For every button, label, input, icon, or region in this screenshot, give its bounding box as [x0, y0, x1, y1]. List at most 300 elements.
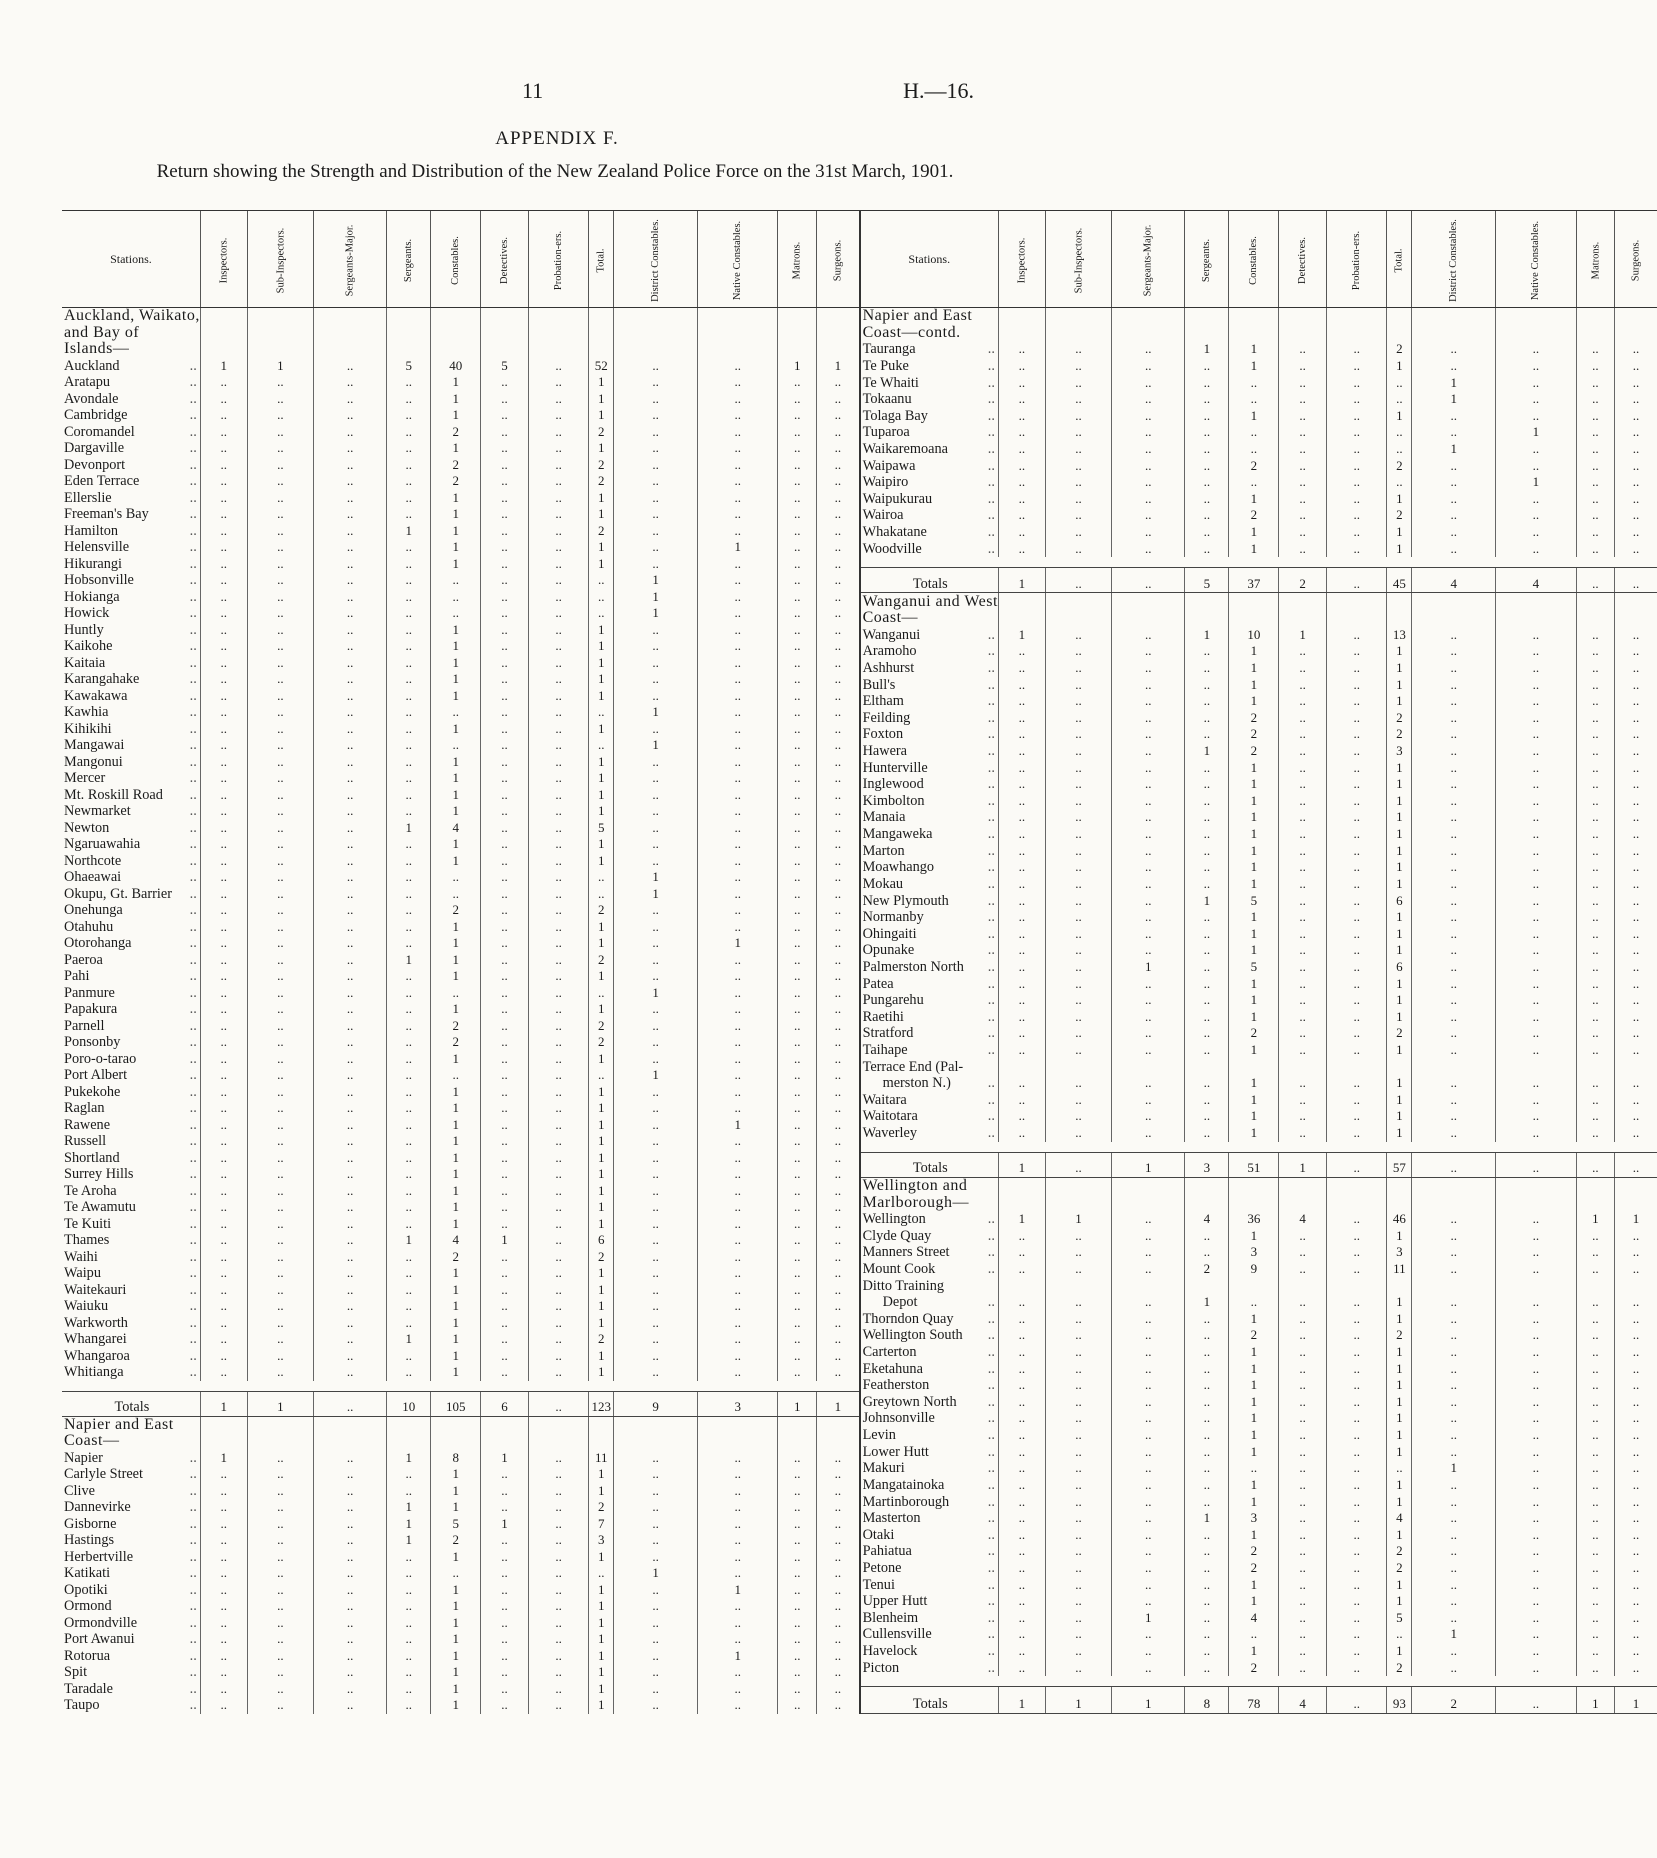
cell-sergeants: .. [387, 1615, 431, 1632]
cell-matrons: .. [1576, 1427, 1615, 1444]
cell-sub-inspectors: .. [247, 1549, 314, 1566]
cell-native-constables: .. [1496, 374, 1576, 391]
cell-matrons: .. [778, 704, 817, 721]
cell-surgeons: .. [1615, 809, 1657, 826]
cell-constables: .. [431, 605, 481, 622]
cell-sub-inspectors: .. [247, 1483, 314, 1500]
leader-dots: .. [189, 1347, 197, 1364]
cell-detectives: .. [481, 688, 529, 705]
cell-district-constables: .. [1412, 843, 1496, 860]
cell-sub-inspectors: .. [247, 391, 314, 408]
cell-probation-ers: .. [529, 853, 589, 870]
cell-total [1387, 1177, 1412, 1194]
cell-matrons: .. [1576, 474, 1615, 491]
cell-inspectors: .. [998, 809, 1045, 826]
cell-native-constables: .. [698, 1084, 778, 1101]
cell-sergeants-major: .. [1112, 776, 1185, 793]
cell-native-constables: .. [1496, 1261, 1576, 1278]
cell-surgeons: .. [1615, 374, 1657, 391]
name-text: Whangarei [64, 1331, 127, 1347]
name-text: Whangaroa [64, 1347, 130, 1364]
name-text: Howick [64, 605, 110, 621]
cell-constables [1229, 1194, 1279, 1211]
cell-constables: 1 [1229, 859, 1279, 876]
cell-probation-ers [1327, 593, 1387, 610]
cell-sub-inspectors: .. [1045, 1377, 1112, 1394]
name-text: Ohingaiti [862, 925, 917, 942]
station-name [62, 539, 200, 556]
cell-inspectors: .. [200, 622, 247, 639]
cell-probation-ers: .. [529, 803, 589, 820]
district-name [62, 1416, 200, 1433]
cell-sergeants: .. [1185, 859, 1229, 876]
cell-probation-ers: .. [529, 1450, 589, 1467]
leader-dots: .. [987, 1576, 995, 1593]
page-number: 11 [522, 78, 544, 103]
cell-sergeants-major: .. [314, 589, 387, 606]
cell-total: 1 [1387, 1377, 1412, 1394]
station-name [861, 1493, 999, 1510]
cell-district-constables: .. [614, 1549, 698, 1566]
cell-inspectors: .. [998, 1643, 1045, 1660]
leader-dots: .. [189, 1614, 197, 1631]
cell-district-constables [1412, 610, 1496, 627]
cell-matrons: .. [1576, 942, 1615, 959]
name-text: Terrace End (Pal- [862, 1058, 964, 1075]
cell-detectives: .. [1279, 743, 1327, 760]
cell-total: 1 [589, 671, 614, 688]
cell-sergeants-major: .. [1112, 1125, 1185, 1142]
cell-sub-inspectors: .. [1045, 726, 1112, 743]
cell-sub-inspectors [247, 1433, 314, 1450]
station-name [62, 424, 200, 441]
cell-sergeants: .. [1185, 1009, 1229, 1026]
station-row [861, 1009, 1657, 1026]
cell-detectives: .. [481, 836, 529, 853]
cell-sub-inspectors [1045, 1194, 1112, 1211]
cell-inspectors: .. [200, 457, 247, 474]
cell-total: 45 [1387, 568, 1412, 593]
leader-dots: .. [987, 643, 995, 660]
cell-district-constables: .. [614, 424, 698, 441]
station-name [62, 721, 200, 738]
cell-sub-inspectors: .. [1045, 760, 1112, 777]
station-name [861, 1543, 999, 1560]
cell-constables: 2 [1229, 1660, 1279, 1677]
station-row [62, 671, 860, 688]
name-text: Upper Hutt [862, 1593, 928, 1610]
cell-sergeants-major: .. [314, 721, 387, 738]
name-text: Waitotara [862, 1108, 918, 1125]
name-text: Tokaanu [862, 391, 912, 408]
cell-detectives: .. [481, 407, 529, 424]
cell-probation-ers: .. [529, 1615, 589, 1632]
cell-sub-inspectors: .. [247, 1249, 314, 1266]
cell-native-constables: .. [1496, 726, 1576, 743]
cell-total: 2 [589, 952, 614, 969]
station-row [62, 457, 860, 474]
cell-total: 1 [589, 1348, 614, 1365]
station-name [62, 1133, 200, 1150]
station-row [62, 1265, 860, 1282]
cell-sub-inspectors: .. [247, 803, 314, 820]
station-name [62, 391, 200, 408]
cell-probation-ers: .. [1327, 1009, 1387, 1026]
cell-surgeons [1615, 1059, 1657, 1076]
district-name [62, 1433, 200, 1450]
cell-sergeants: .. [1185, 358, 1229, 375]
station-row [62, 1001, 860, 1018]
cell-constables [1229, 1277, 1279, 1294]
cell-inspectors: .. [200, 820, 247, 837]
cell-constables: 1 [1229, 776, 1279, 793]
station-row [62, 374, 860, 391]
leader-dots: .. [987, 1108, 995, 1125]
cell-native-constables: .. [1496, 992, 1576, 1009]
cell-sub-inspectors: .. [1045, 1311, 1112, 1328]
cell-native-constables [1496, 610, 1576, 627]
cell-sergeants-major: .. [1112, 1660, 1185, 1677]
cell-native-constables: .. [1496, 1593, 1576, 1610]
cell-native-constables: .. [698, 1483, 778, 1500]
cell-sergeants-major: .. [314, 1100, 387, 1117]
cell-constables: 1 [431, 1483, 481, 1500]
cell-district-constables: .. [614, 836, 698, 853]
cell-native-constables: .. [698, 952, 778, 969]
cell-surgeons: .. [817, 1549, 860, 1566]
station-row [62, 1084, 860, 1101]
cell-native-constables: .. [1496, 660, 1576, 677]
cell-native-constables: .. [1496, 1344, 1576, 1361]
cell-detectives: .. [481, 1150, 529, 1167]
cell-sergeants: .. [387, 803, 431, 820]
cell-sub-inspectors: .. [1045, 1427, 1112, 1444]
cell-detectives: .. [1279, 1444, 1327, 1461]
cell-sub-inspectors: .. [247, 490, 314, 507]
cell-total: 6 [1387, 959, 1412, 976]
cell-detectives: .. [481, 886, 529, 903]
cell-sub-inspectors [1045, 610, 1112, 627]
cell-inspectors: .. [998, 507, 1045, 524]
leader-dots: .. [987, 626, 995, 643]
cell-district-constables: .. [1412, 1152, 1496, 1177]
cell-sergeants-major: .. [1112, 909, 1185, 926]
leader-dots: .. [189, 1331, 197, 1347]
cell-probation-ers: .. [529, 440, 589, 457]
cell-sergeants: .. [1185, 391, 1229, 408]
station-row [62, 1483, 860, 1500]
leader-dots: .. [987, 1227, 995, 1244]
cell-native-constables: .. [698, 919, 778, 936]
cell-sub-inspectors: .. [247, 1084, 314, 1101]
district-heading-row [861, 1177, 1657, 1194]
cell-probation-ers: .. [529, 605, 589, 622]
cell-district-constables: .. [1412, 408, 1496, 425]
cell-detectives: 1 [481, 1516, 529, 1533]
station-row [62, 737, 860, 754]
station-name [861, 1042, 999, 1059]
column-header-label: Constables. [1248, 235, 1260, 285]
cell-district-constables: .. [614, 407, 698, 424]
station-name [62, 737, 200, 754]
cell-native-constables: .. [698, 407, 778, 424]
cell-sergeants: 1 [387, 523, 431, 540]
cell-matrons: .. [778, 1232, 817, 1249]
cell-sergeants: .. [1185, 1228, 1229, 1245]
cell-surgeons: .. [1615, 1152, 1657, 1177]
leader-dots: .. [987, 341, 995, 358]
cell-sergeants-major: .. [1112, 458, 1185, 475]
cell-sergeants: .. [387, 1598, 431, 1615]
cell-constables: 8 [431, 1450, 481, 1467]
cell-sergeants: .. [1185, 1660, 1229, 1677]
cell-inspectors: .. [200, 1067, 247, 1084]
name-text: Patea [862, 975, 894, 992]
cell-district-constables: .. [1412, 1394, 1496, 1411]
cell-total [1387, 308, 1412, 325]
cell-constables: 1 [1229, 942, 1279, 959]
station-row [861, 1125, 1657, 1142]
cell-constables: 1 [431, 1549, 481, 1566]
cell-inspectors: .. [998, 926, 1045, 943]
cell-inspectors: .. [998, 892, 1045, 909]
cell-total [589, 341, 614, 358]
cell-surgeons: .. [817, 886, 860, 903]
name-text: Martinborough [862, 1493, 950, 1510]
station-name [62, 655, 200, 672]
spacer-cell [861, 1676, 1657, 1687]
cell-total: 1 [589, 1582, 614, 1599]
column-header-label: Sub-Inspectors. [1073, 227, 1085, 293]
column-header-sergeants-major [1112, 211, 1185, 308]
cell-surgeons: .. [1615, 424, 1657, 441]
totals-label [861, 1152, 999, 1177]
station-row [62, 1018, 860, 1035]
cell-sub-inspectors: .. [247, 721, 314, 738]
station-name [62, 671, 200, 688]
cell-matrons [1576, 593, 1615, 610]
cell-surgeons: .. [1615, 710, 1657, 727]
leader-dots: .. [189, 753, 197, 770]
cell-detectives: 1 [1279, 627, 1327, 644]
cell-detectives: .. [1279, 959, 1327, 976]
cell-total: 1 [1387, 776, 1412, 793]
name-text: Mangonui [64, 753, 123, 770]
cell-native-constables: .. [698, 1348, 778, 1365]
station-row [62, 589, 860, 606]
station-name [62, 1582, 200, 1599]
station-row [62, 1598, 860, 1615]
name-text: Inglewood [862, 776, 924, 793]
cell-constables: 2 [431, 457, 481, 474]
cell-sub-inspectors: .. [247, 440, 314, 457]
cell-matrons: .. [1576, 1108, 1615, 1125]
cell-sub-inspectors: .. [247, 589, 314, 606]
cell-surgeons: .. [817, 1565, 860, 1582]
cell-probation-ers: .. [1327, 1125, 1387, 1142]
cell-probation-ers: .. [529, 1232, 589, 1249]
station-row [62, 1631, 860, 1648]
district-heading-row [62, 1433, 860, 1450]
cell-sergeants: .. [1185, 876, 1229, 893]
cell-inspectors: .. [998, 408, 1045, 425]
name-text: Petone [862, 1559, 902, 1576]
cell-surgeons: .. [1615, 1042, 1657, 1059]
cell-sub-inspectors: .. [1045, 1092, 1112, 1109]
cell-sergeants: .. [387, 1249, 431, 1266]
cell-detectives: .. [1279, 1244, 1327, 1261]
cell-sub-inspectors: .. [1045, 1477, 1112, 1494]
cell-native-constables: .. [698, 1282, 778, 1299]
cell-total [589, 1416, 614, 1433]
cell-surgeons: .. [1615, 1344, 1657, 1361]
name-text: Palmerston North [862, 958, 964, 975]
cell-probation-ers: .. [1327, 826, 1387, 843]
leader-dots: .. [987, 1593, 995, 1610]
station-row [861, 643, 1657, 660]
cell-probation-ers: .. [529, 1532, 589, 1549]
cell-total: 1 [1387, 1444, 1412, 1461]
cell-matrons: .. [1576, 975, 1615, 992]
cell-sub-inspectors: .. [1045, 1543, 1112, 1560]
cell-total: .. [589, 985, 614, 1002]
station-name [861, 1025, 999, 1042]
cell-sub-inspectors: .. [247, 1450, 314, 1467]
station-row [861, 1228, 1657, 1245]
cell-matrons: .. [1576, 1543, 1615, 1560]
station-row [861, 1361, 1657, 1378]
cell-matrons: .. [1576, 1394, 1615, 1411]
cell-native-constables: .. [698, 622, 778, 639]
cell-detectives: .. [1279, 1125, 1327, 1142]
station-row [861, 826, 1657, 843]
cell-district-constables: .. [614, 1615, 698, 1632]
cell-sergeants-major: .. [314, 1631, 387, 1648]
leader-dots: .. [987, 942, 995, 959]
cell-probation-ers: .. [529, 1133, 589, 1150]
cell-sergeants-major: .. [1112, 1527, 1185, 1544]
leader-dots: .. [189, 506, 197, 522]
cell-surgeons: .. [817, 1516, 860, 1533]
cell-sergeants: .. [387, 1582, 431, 1599]
cell-matrons: .. [1576, 1610, 1615, 1627]
cell-surgeons: .. [817, 1648, 860, 1665]
name-text: Waiuku [64, 1298, 109, 1314]
station-row [62, 1315, 860, 1332]
cell-inspectors: .. [200, 506, 247, 523]
name-text: Featherston [862, 1377, 930, 1394]
cell-inspectors: .. [200, 1483, 247, 1500]
cell-district-constables: 9 [614, 1391, 698, 1416]
station-name [861, 1377, 999, 1394]
cell-probation-ers: .. [529, 1631, 589, 1648]
station-row [62, 1100, 860, 1117]
column-header-label: Sergeants-Major. [344, 224, 356, 296]
cell-detectives: .. [481, 539, 529, 556]
cell-sergeants [387, 308, 431, 325]
cell-district-constables: 1 [1412, 391, 1496, 408]
cell-district-constables [1412, 1177, 1496, 1194]
name-text: Ngaruawahia [64, 836, 141, 852]
station-name [62, 1298, 200, 1315]
cell-constables: 1 [431, 440, 481, 457]
cell-district-constables: .. [614, 1648, 698, 1665]
leader-dots: .. [189, 489, 197, 506]
cell-sub-inspectors [1045, 308, 1112, 325]
station-row [861, 408, 1657, 425]
column-header-label: Detectives. [499, 236, 511, 284]
cell-district-constables: .. [614, 539, 698, 556]
station-row [62, 1249, 860, 1266]
cell-matrons: .. [778, 803, 817, 820]
station-row [62, 556, 860, 573]
leader-dots: .. [987, 1344, 995, 1361]
cell-native-constables [1496, 593, 1576, 610]
station-name [62, 1315, 200, 1332]
cell-sub-inspectors: .. [247, 1648, 314, 1665]
cell-native-constables: .. [1496, 1427, 1576, 1444]
leader-dots: .. [189, 1232, 197, 1248]
left-half-table [62, 210, 861, 1714]
name-text: Tuparoa [862, 424, 910, 441]
station-name [62, 589, 200, 606]
cell-matrons: .. [778, 1282, 817, 1299]
cell-sergeants-major: .. [314, 704, 387, 721]
cell-inspectors: .. [200, 407, 247, 424]
column-header-stations: Stations. [861, 211, 999, 308]
cell-matrons: .. [778, 1117, 817, 1134]
cell-district-constables: .. [614, 1166, 698, 1183]
name-text: Waipawa [862, 457, 916, 474]
station-row [62, 820, 860, 837]
cell-native-constables: .. [1496, 693, 1576, 710]
cell-inspectors: .. [200, 853, 247, 870]
cell-district-constables: .. [614, 1348, 698, 1365]
cell-inspectors: .. [998, 1294, 1045, 1311]
cell-sub-inspectors: .. [247, 424, 314, 441]
cell-sergeants [387, 1416, 431, 1433]
left-table-body [62, 308, 860, 1714]
cell-district-constables: .. [1412, 1327, 1496, 1344]
cell-matrons: .. [778, 1001, 817, 1018]
cell-inspectors: .. [200, 869, 247, 886]
cell-surgeons: .. [817, 1466, 860, 1483]
name-text: Waipukurau [862, 490, 933, 507]
cell-constables: 1 [1229, 1576, 1279, 1593]
cell-sergeants: .. [1185, 660, 1229, 677]
cell-total: 11 [1387, 1261, 1412, 1278]
cell-sub-inspectors: .. [1045, 1344, 1112, 1361]
cell-detectives: .. [1279, 1228, 1327, 1245]
cell-district-constables: 1 [1412, 1460, 1496, 1477]
cell-inspectors: .. [200, 737, 247, 754]
cell-sergeants: .. [1185, 507, 1229, 524]
cell-probation-ers: .. [1327, 568, 1387, 593]
station-name [861, 693, 999, 710]
cell-total: 57 [1387, 1152, 1412, 1177]
name-text: Kaikohe [64, 638, 113, 654]
cell-probation-ers: .. [1327, 1394, 1387, 1411]
cell-matrons: .. [778, 1466, 817, 1483]
cell-sergeants: 4 [1185, 1211, 1229, 1228]
leader-dots: .. [987, 826, 995, 843]
name-text: Newmarket [64, 803, 131, 819]
cell-detectives: .. [481, 820, 529, 837]
cell-sergeants: .. [387, 572, 431, 589]
cell-inspectors: .. [998, 1344, 1045, 1361]
cell-native-constables: .. [1496, 1125, 1576, 1142]
cell-constables: .. [1229, 441, 1279, 458]
